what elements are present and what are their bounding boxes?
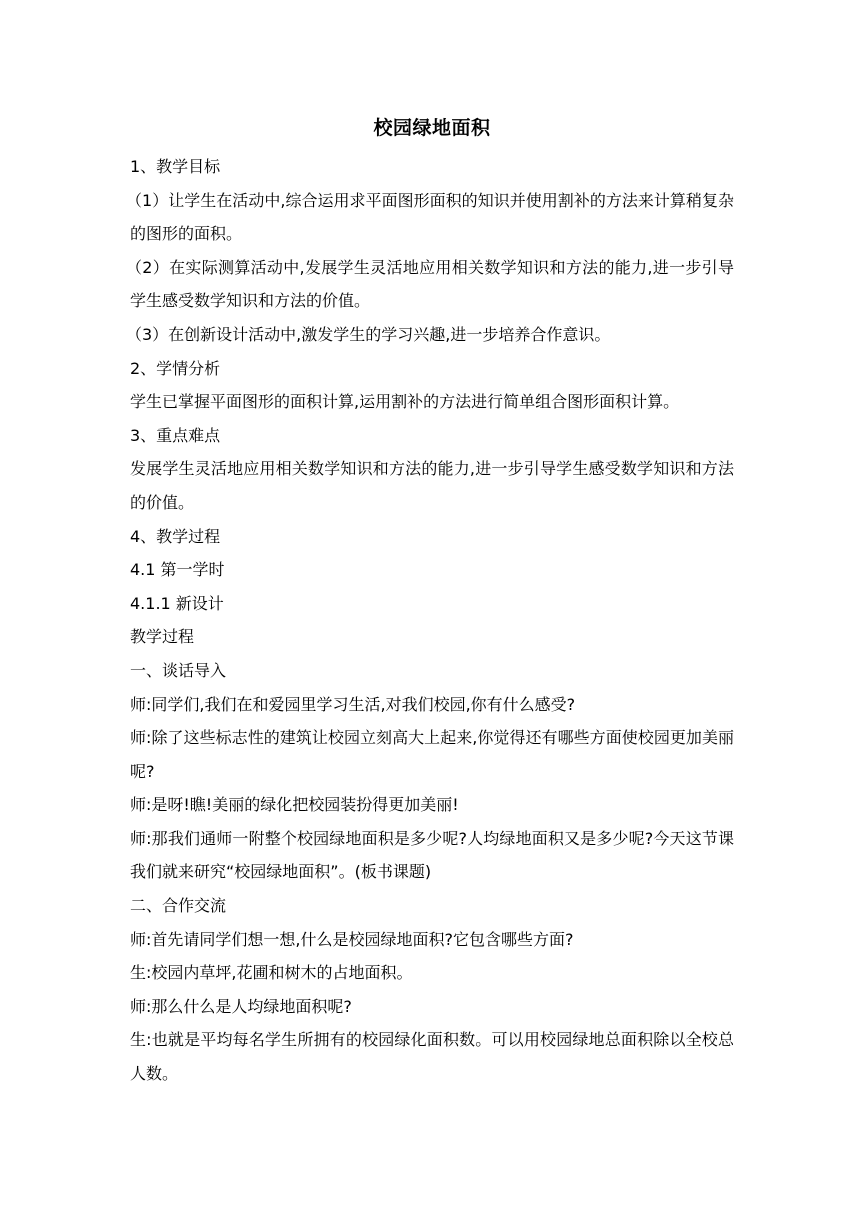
dialogue-line: 师:那我们通师一附整个校园绿地面积是多少呢?人均绿地面积又是多少呢?今天这节课我们就来研究“校园绿地面积”。(板书课题) [130, 828, 734, 882]
dialogue-line: 生:校园内草坪,花圃和树木的占地面积。 [130, 963, 413, 983]
subsection-first-lesson: 4.1 第一学时 [130, 560, 225, 580]
process-label: 教学过程 [130, 627, 195, 647]
part-heading-intro: 一、谈话导入 [130, 660, 227, 680]
section-heading-objectives: 1、教学目标 [130, 157, 221, 176]
dialogue-line: 师:那么什么是人均绿地面积呢? [130, 996, 352, 1016]
analysis-text: 学生已掌握平面图形的面积计算,运用割补的方法进行简单组合图形面积计算。 [130, 392, 680, 412]
objective-2: （2）在实际测算活动中,发展学生灵活地应用相关数学知识和方法的能力,进一步引导学生感受数学知识和方法的价值。 [126, 257, 734, 311]
dialogue-line: 生:也就是平均每名学生所拥有的校园绿化面积数。可以用校园绿地总面积除以全校总人数。 [130, 1030, 734, 1084]
dialogue-line: 师:首先请同学们想一想,什么是校园绿地面积?它包含哪些方面? [130, 929, 574, 949]
dialogue-line: 师:除了这些标志性的建筑让校园立刻高大上起来,你觉得还有哪些方面使校园更加美丽呢? [130, 728, 734, 781]
objective-3: （3）在创新设计活动中,激发学生的学习兴趣,进一步培养合作意识。 [126, 324, 611, 344]
key-points-text: 发展学生灵活地应用相关数学知识和方法的能力,进一步引导学生感受数学知识和方法的价值。 [130, 459, 734, 512]
section-heading-key-points: 3、重点难点 [130, 425, 221, 445]
section-heading-process: 4、教学过程 [130, 526, 221, 546]
dialogue-line: 师:是呀!瞧!美丽的绿化把校园装扮得更加美丽! [130, 795, 459, 815]
section-heading-analysis: 2、学情分析 [130, 358, 221, 378]
objective-1: （1）让学生在活动中,综合运用求平面图形面积的知识并使用割补的方法来计算稍复杂的图形的面积。 [126, 190, 734, 244]
dialogue-line: 师:同学们,我们在和爱园里学习生活,对我们校园,你有什么感受? [130, 694, 576, 714]
document-page [126, 108, 734, 1091]
part-heading-cooperation: 二、合作交流 [130, 896, 227, 916]
subsection-new-design: 4.1.1 新设计 [130, 593, 224, 613]
document-title: 校园绿地面积 [373, 117, 491, 139]
